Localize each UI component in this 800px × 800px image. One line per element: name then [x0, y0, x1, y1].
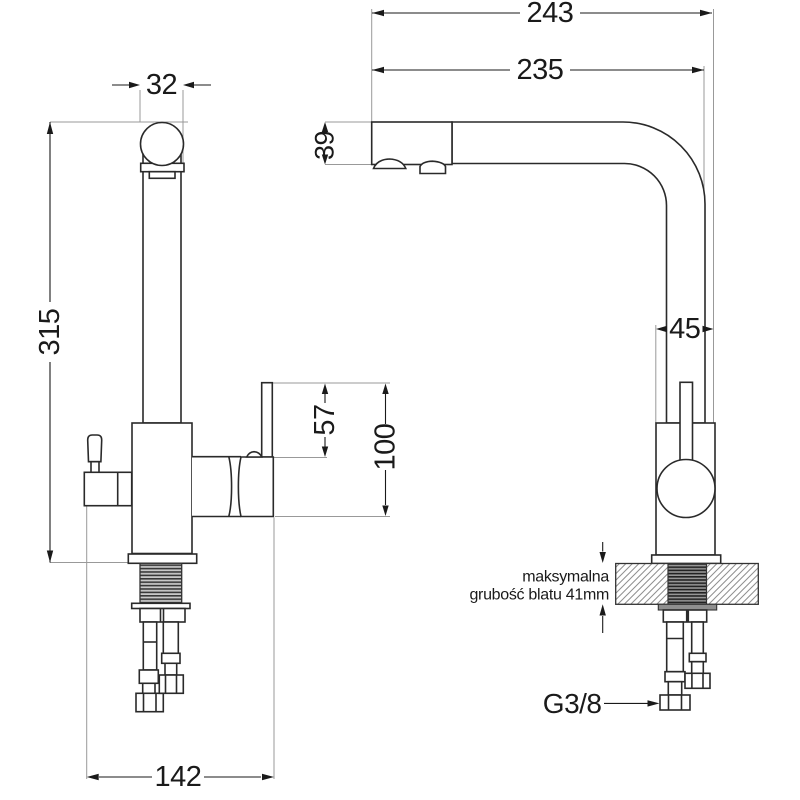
dim-head-height-39 [310, 122, 340, 165]
supply-hose-right [159, 622, 183, 693]
spout-head [372, 122, 452, 165]
supply-hose-left-side [660, 622, 690, 710]
dim-315-label: 315 [34, 308, 66, 356]
dim-spout-pipe-57 [309, 384, 341, 458]
countertop-note-line1: maksymalna [522, 568, 609, 586]
hose-fitting-right [688, 610, 706, 622]
countertop-note-line2: grubość blatu 41mm [469, 586, 609, 604]
dim-overall-depth-243 [372, 0, 712, 29]
hose-fitting-left [663, 610, 686, 622]
side-handle-block [84, 472, 131, 505]
countertop-note [469, 569, 609, 604]
aerator-bump-filter [420, 161, 446, 173]
dim-235-label: 235 [516, 54, 564, 86]
valve-cartridge [657, 460, 715, 518]
threaded-shank [140, 563, 182, 603]
faucet-body [132, 423, 192, 554]
dim-head-width-32 [112, 69, 211, 101]
supply-hose-right-side [685, 622, 710, 688]
locknut-bar [658, 604, 716, 610]
dim-spout-pipe-100 [370, 384, 402, 517]
filter-spout-pipe [262, 383, 273, 457]
side-handle-knob [88, 435, 102, 462]
supply-hose-left [136, 622, 163, 712]
dim-32-label: 32 [145, 69, 178, 101]
hex-nut [660, 695, 690, 710]
dim-100-label: 100 [369, 423, 402, 471]
side-handle-stem [91, 462, 99, 473]
hex-nut [136, 693, 163, 711]
dim-57-label: 57 [309, 404, 341, 436]
dim-spout-reach-235 [372, 54, 704, 86]
base-plate [128, 554, 196, 563]
ball-head [141, 123, 184, 166]
dim-243-label: 243 [526, 0, 574, 29]
dim-142-label: 142 [154, 761, 202, 793]
spout-tube [452, 122, 705, 423]
base-plate-side [652, 555, 721, 564]
dim-39-label: 39 [309, 130, 340, 161]
threaded-shank-side [668, 564, 707, 605]
front-view [84, 123, 273, 712]
dim-45-label: 45 [669, 313, 701, 345]
spout-block-bump [247, 452, 262, 457]
spout-arm-fill [192, 457, 241, 517]
g38-label: G3/8 [542, 688, 602, 719]
thread-callout-g38 [543, 688, 660, 719]
hose-fitting-block [140, 609, 185, 623]
lever-handle [680, 382, 693, 460]
side-view [369, 122, 759, 710]
filter-spout-block [238, 457, 273, 517]
riser-pipe [143, 150, 181, 423]
aerator-tip-inner [149, 172, 175, 179]
dim-total-height-315 [34, 122, 66, 563]
hex-nut [159, 675, 183, 693]
hex-nut [685, 673, 710, 688]
dim-base-span-142 [87, 761, 274, 793]
